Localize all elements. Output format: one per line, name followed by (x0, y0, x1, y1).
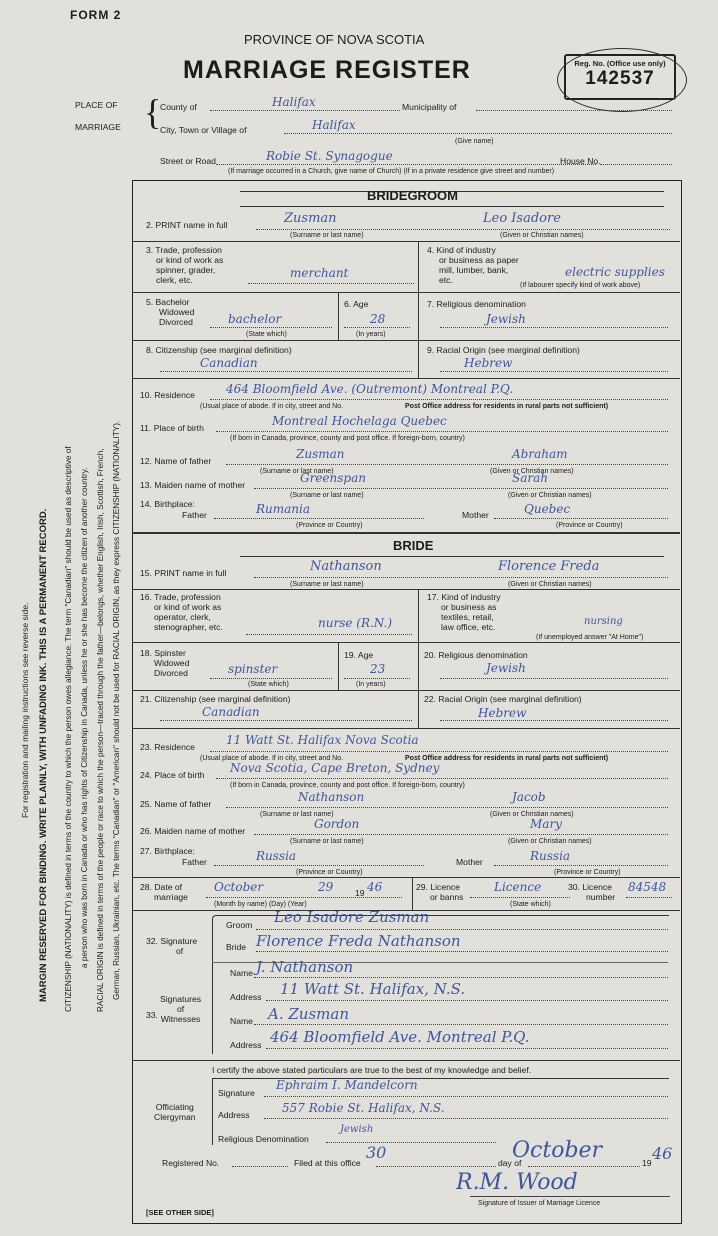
filed-month: October (512, 1138, 603, 1163)
f15-label: 15. PRINT name in full (140, 568, 227, 578)
officiating-label: Officiating Clergyman (154, 1102, 196, 1122)
groom-trade: merchant (290, 266, 349, 280)
licence-type-sub: (State which) (510, 901, 551, 908)
filed-label: Filed at this office (294, 1158, 361, 1168)
bride-sig-label: Bride (226, 942, 247, 952)
filed-day: 30 (366, 1143, 387, 1162)
witness-label: Signatures of Witnesses (160, 994, 202, 1024)
groom-father-given: Abraham (512, 447, 568, 461)
registered-label: Registered No. (162, 1158, 220, 1168)
f20-label: 20. Religious denomination (424, 650, 528, 660)
f26-given-sub: (Given or Christian names) (508, 838, 592, 845)
f30-label: 30. Licence number (568, 882, 616, 902)
f26-surname-sub: (Surname or last name) (290, 838, 364, 845)
street-value: Robie St. Synagogue (266, 149, 393, 163)
f2-label: 2. PRINT name in full (146, 220, 228, 230)
side-text-4: a person who was born in Canada or who has rights of Citizenship in Canada, unless he or she has become the citizen of another country. (80, 467, 89, 968)
f27-mother-sub: (Province or Country) (554, 869, 621, 876)
side-text-1: MARGIN RESERVED FOR BINDING. WRITE PLAINLY, WITH UNFADING INK. THIS IS A PERMANENT RECORD. (38, 508, 49, 1002)
witness-1-name: J. Nathanson (256, 958, 354, 976)
bride-father-given: Jacob (512, 790, 546, 804)
groom-mother-birthplace: Quebec (524, 502, 571, 516)
bride-signature: Florence Freda Nathanson (256, 932, 461, 950)
county-label: County of (160, 102, 197, 112)
bride-status: spinster (228, 662, 278, 676)
groom-residence: 464 Bloomfield Ave. (Outremont) Montreal P.Q. (226, 382, 514, 396)
clergy-religion-label: Religious Denomination (218, 1134, 309, 1144)
bride-heading: BRIDE (393, 538, 434, 553)
reg-number: 142537 (585, 68, 655, 89)
street-note: (If marriage occurred in a Church, give name of Church) (If in a private residence give street and number) (228, 168, 555, 175)
f12-surname-sub: (Surname or last name) (260, 468, 334, 475)
city-label: City, Town or Village of (160, 125, 247, 135)
groom-father-surname: Zusman (296, 447, 345, 461)
f14-mother-label: Mother (462, 510, 489, 520)
f21-label: 21. Citizenship (see marginal definition) (140, 694, 291, 704)
bride-age-sub: (In years) (356, 681, 386, 688)
clergy-address: 557 Robie St. Halifax, N.S. (282, 1101, 445, 1115)
bride-mother-birthplace: Russia (530, 849, 571, 863)
f5-label: 5. Bachelor Widowed Divorced (146, 297, 195, 327)
municipality-label: Municipality of (402, 102, 457, 112)
marriage-year: 46 (367, 880, 383, 894)
f25-given-sub: (Given or Christian names) (490, 811, 574, 818)
f14-father-sub: (Province or Country) (296, 522, 363, 529)
groom-age-sub: (In years) (356, 331, 386, 338)
issuer-signature: R.M. Wood (456, 1170, 578, 1195)
clergy-religion: Jewish (340, 1124, 374, 1135)
bride-father-birthplace: Russia (256, 849, 297, 863)
groom-status: bachelor (228, 312, 282, 326)
county-value: Halifax (272, 95, 316, 109)
f12-label: 12. Name of father (140, 456, 212, 466)
w1-address-label: Address (230, 992, 262, 1002)
place-brace: { (144, 92, 162, 132)
f13-surname-sub: (Surname or last name) (290, 492, 364, 499)
house-label: House No. (560, 156, 601, 166)
licence-type: Licence (494, 880, 542, 894)
groom-given: Leo Isadore (483, 211, 561, 226)
bridegroom-heading: BRIDEGROOM (367, 188, 458, 203)
street-label: Street or Road (160, 156, 216, 166)
f4-label: 4. Kind of industry or business as paper mill, lumber, bank, etc. (427, 245, 519, 285)
groom-racial: Hebrew (464, 356, 513, 370)
w1-name-label: Name (230, 968, 253, 978)
f26-label: 26. Maiden name of mother (140, 826, 246, 836)
f28-label: 28. Date of marriage (140, 882, 188, 902)
see-other-side: [SEE OTHER SIDE] (146, 1208, 214, 1217)
f10-sub: (Usual place of abode. If in city, street and No. (200, 403, 344, 410)
groom-state-sub: (State which) (246, 331, 287, 338)
f13-label: 13. Maiden name of mother (140, 480, 246, 490)
groom-mother-given: Sarah (512, 471, 548, 485)
f13-given-sub: (Given or Christian names) (508, 492, 592, 499)
city-value: Halifax (312, 118, 356, 132)
groom-citizenship: Canadian (200, 356, 258, 370)
side-text-3: CITIZENSHIP (NATIONALITY) is defined in terms of the country to which the person owes allegiance. The term "Canadian" should be used as descriptive of (64, 446, 73, 1012)
groom-father-birthplace: Rumania (256, 502, 311, 516)
f11-sub: (If born in Canada, province, county and post office. If foreign-born, country) (230, 435, 465, 442)
witness-2-name: A. Zusman (268, 1005, 349, 1023)
f27-father-label: Father (182, 857, 207, 867)
date-sub: (Month by name) (Day) (Year) (214, 901, 307, 908)
form-number: FORM 2 (70, 8, 122, 22)
f23-sub: (Usual place of abode. If in city, street and No. (200, 755, 344, 762)
issuer-label: Signature of Issuer of Marriage Licence (478, 1200, 601, 1207)
groom-given-sub: (Given or Christian names) (500, 232, 584, 239)
marriage-day: 29 (318, 880, 334, 894)
bride-mother-surname: Gordon (314, 817, 360, 831)
f14-father-label: Father (182, 510, 207, 520)
side-text-2: For registration and mailing instructions see reverse side. (20, 602, 30, 818)
licence-number: 84548 (628, 880, 667, 894)
w2-name-label: Name (230, 1016, 253, 1026)
f32-of: of (176, 946, 184, 956)
bride-father-surname: Nathanson (298, 790, 365, 804)
witness-2-address: 464 Bloomfield Ave. Montreal P.Q. (270, 1028, 530, 1046)
f15-given-sub: (Given or Christian names) (508, 581, 592, 588)
stamp-oval (557, 48, 687, 112)
day-of-label: day of (498, 1158, 522, 1168)
f24-sub: (If born in Canada, province, county and post office. If foreign-born, country) (230, 782, 465, 789)
f9-label: 9. Racial Origin (see marginal definition) (427, 345, 580, 355)
bride-surname: Nathanson (310, 559, 382, 574)
witness-1-address: 11 Watt St. Halifax, N.S. (280, 980, 466, 998)
bride-mother-given: Mary (530, 817, 562, 831)
bride-racial: Hebrew (478, 706, 527, 720)
groom-religion: Jewish (486, 312, 526, 326)
f14-mother-sub: (Province or Country) (556, 522, 623, 529)
f19-label: 19. Age (344, 650, 374, 660)
f25-surname-sub: (Surname or last name) (260, 811, 334, 818)
f23-sub-2: Post Office address for residents in rural parts not sufficient) (405, 755, 609, 762)
groom-age: 28 (370, 312, 386, 326)
f29-label: 29. Licence or banns (416, 882, 464, 902)
side-text-5: RACIAL ORIGIN is defined in terms of the people or race to which the person—traced through the father—belongs, whether English, Irish, Scottish, French, (96, 448, 105, 1012)
w2-address-label: Address (230, 1040, 262, 1050)
give-name-sub: (Give name) (455, 138, 494, 145)
f33-label: 33. (146, 1010, 158, 1020)
groom-signature: Leo Isadore Zusman (274, 908, 430, 926)
groom-industry: electric supplies (565, 265, 665, 279)
f27-mother-label: Mother (456, 857, 483, 867)
f27-father-sub: (Province or Country) (296, 869, 363, 876)
marriage-year-prefix: 19 (355, 888, 365, 898)
f18-label: 18. Spinster Widowed Divorced (140, 648, 190, 678)
certify-text: I certify the above stated particulars are true to the best of my knowledge and belief. (212, 1065, 532, 1075)
place-label-2: MARRIAGE (75, 122, 121, 132)
filed-year-prefix: 19 (642, 1158, 652, 1168)
groom-birthplace: Montreal Hochelaga Quebec (272, 414, 447, 428)
province-heading: PROVINCE OF NOVA SCOTIA (244, 32, 425, 47)
f24-label: 24. Place of birth (140, 770, 205, 780)
clergy-address-label: Address (218, 1110, 250, 1120)
bride-citizenship: Canadian (202, 705, 260, 719)
f16-label: 16. Trade, profession or kind of work as operator, clerk, stenographer, etc. (140, 592, 223, 632)
filed-year: 46 (652, 1144, 673, 1163)
bride-given: Florence Freda (498, 559, 600, 574)
groom-surname-sub: (Surname or last name) (290, 232, 364, 239)
clergy-sig-label: Signature (218, 1088, 255, 1098)
f6-label: 6. Age (344, 299, 369, 309)
bride-religion: Jewish (486, 661, 526, 675)
groom-mother-surname: Greenspan (300, 471, 366, 485)
bride-industry: nursing (584, 616, 623, 627)
f8-label: 8. Citizenship (see marginal definition) (146, 345, 292, 355)
f23-label: 23. Residence (140, 742, 195, 752)
clergy-signature: Ephraim I. Mandelcorn (276, 1078, 418, 1092)
f3-label: 3. Trade, profession or kind of work as spinner, grader, clerk, etc. (146, 245, 224, 285)
f17-sub: (If unemployed answer "At Home") (536, 634, 644, 641)
place-label-1: PLACE OF (75, 100, 118, 110)
f14-label: 14. Birthplace: (140, 499, 195, 509)
f10-label: 10. Residence (140, 390, 195, 400)
bride-age: 23 (370, 662, 386, 676)
groom-surname: Zusman (284, 211, 337, 226)
bride-trade: nurse (R.N.) (318, 616, 393, 630)
bride-state-sub: (State which) (248, 681, 289, 688)
side-text-6: German, Russian, Ukrainian, etc. The terms "Canadian" or "American" should not be used for RACIAL ORIGIN, as they express CITIZENSHIP (NATIONALITY). (112, 420, 121, 1000)
f22-label: 22. Racial Origin (see marginal definition) (424, 694, 582, 704)
page-title: MARRIAGE REGISTER (183, 56, 471, 84)
bride-birthplace: Nova Scotia, Cape Breton, Sydney (230, 761, 440, 775)
f11-label: 11. Place of birth (140, 423, 204, 433)
f7-label: 7. Religious denomination (427, 299, 526, 309)
f17-label: 17. Kind of industry or business as textiles, retail, law office, etc. (427, 592, 501, 632)
bride-residence: 11 Watt St. Halifax Nova Scotia (226, 733, 419, 747)
f4-sub: (If labourer specify kind of work above) (520, 282, 641, 289)
f10-sub-2: Post Office address for residents in rural parts not sufficient) (405, 403, 609, 410)
f12-given-sub: (Given or Christian names) (490, 468, 574, 475)
groom-sig-label: Groom (226, 920, 253, 930)
marriage-month: October (214, 880, 264, 894)
reg-label: Reg. No. (Office use only) (574, 59, 666, 68)
f15-surname-sub: (Surname or last name) (290, 581, 364, 588)
f32-label: 32. Signature (146, 936, 198, 946)
f25-label: 25. Name of father (140, 799, 212, 809)
f27-label: 27. Birthplace: (140, 846, 195, 856)
